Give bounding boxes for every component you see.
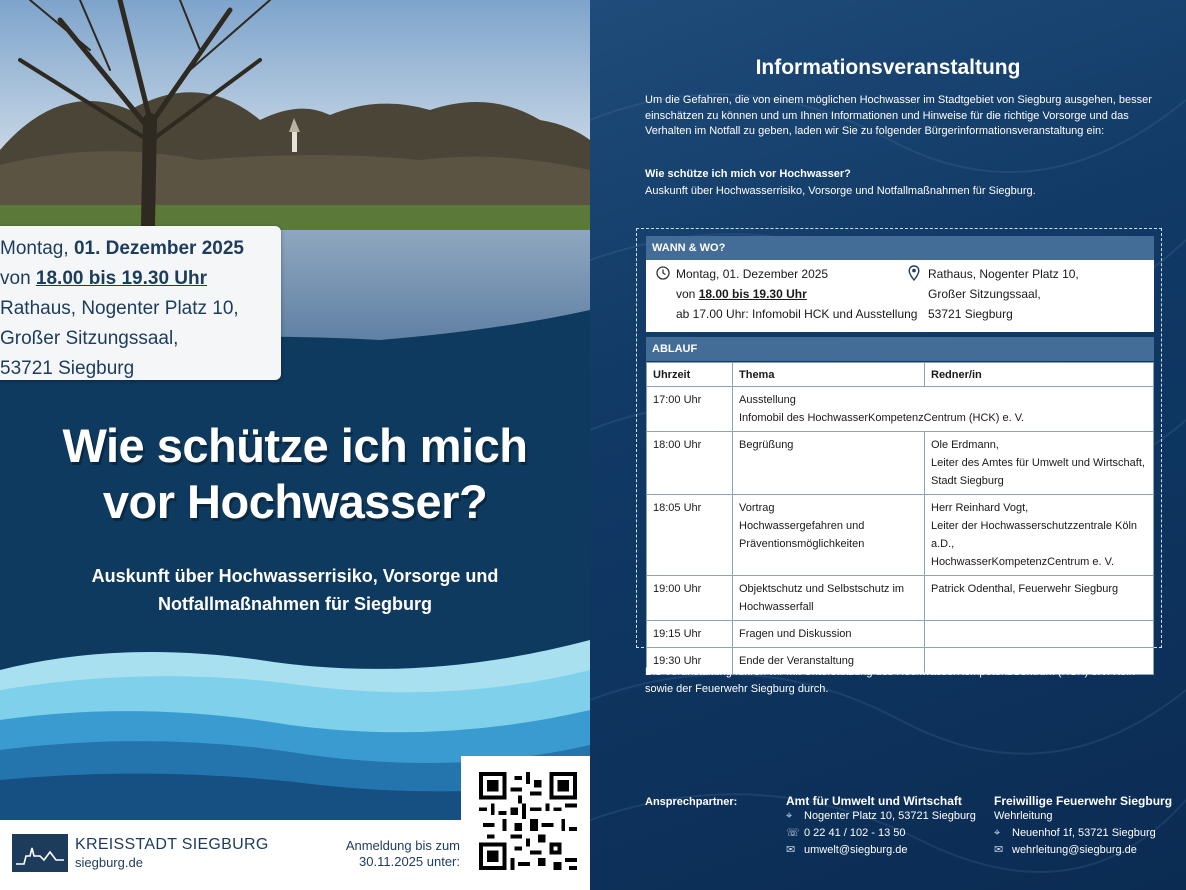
cell-speaker: [925, 432, 1154, 495]
cell-time: 19:15 Uhr: [647, 621, 733, 648]
topic-line: Hochwasserfall: [739, 601, 814, 613]
poster-title-line2: vor Hochwasser?: [102, 475, 488, 528]
event-time: 18.00 bis 19.30 Uhr: [35, 268, 208, 289]
speaker-line: Stadt Siegburg: [931, 475, 1004, 487]
schedule-header: ABLAUF: [646, 337, 1154, 361]
column-header-speaker: Redner/in: [925, 363, 1154, 387]
mail-icon: ✉: [994, 844, 1004, 856]
signup-line1: Anmeldung bis zum: [345, 838, 460, 853]
topic-line: Infomobil des HochwasserKompetenzCentrum (HCK) e. V.: [739, 412, 1025, 424]
speaker-line: Patrick Odenthal, Feuerwehr Siegburg: [931, 583, 1119, 595]
contact2-address: Neuenhof 1f, 53721 Siegburg: [1012, 827, 1156, 839]
phone-icon: ☏: [786, 827, 800, 839]
table-row: [647, 621, 1154, 648]
table-row: [647, 576, 1154, 621]
when-time: 18.00 bis 19.30 Uhr: [698, 287, 807, 301]
poster-subtitle-line2: Notfallmaßnahmen für Siegburg: [157, 594, 433, 614]
question-title: Wie schütze ich mich vor Hochwasser?: [645, 168, 851, 180]
info-title: Informationsveranstaltung: [755, 56, 1021, 79]
question-subtitle: Auskunft über Hochwasserrisiko, Vorsorge und Notfallmaßnahmen für Siegburg.: [645, 185, 1036, 197]
cell-speaker: [925, 576, 1154, 621]
speaker-line: Ole Erdmann,: [931, 439, 999, 451]
speaker-line: HochwasserKompetenzCentrum e. V.: [931, 556, 1115, 568]
topic-line: Ende der Veranstaltung: [739, 655, 854, 667]
contact-fire-department: [994, 794, 1172, 859]
date-prefix: Montag,: [0, 238, 74, 259]
where-line2: Großer Sitzungssaal,: [928, 287, 1041, 301]
poster-subtitle-line1: Auskunft über Hochwasserrisiko, Vorsorge und: [91, 566, 499, 586]
topic-line: Vortrag: [739, 502, 775, 514]
contact1-title: Amt für Umwelt und Wirtschaft: [786, 794, 962, 808]
schedule-rows: [647, 387, 1154, 675]
cell-time: 19:30 Uhr: [647, 648, 733, 675]
event-address-line2: Großer Sitzungssaal,: [0, 328, 179, 349]
contact-environment-office: [786, 794, 976, 859]
info-intro-text: Um die Gefahren, die von einem möglichen Hochwasser im Stadtgebiet von Siegburg ausgehen, besser einschätzen zu können und um Ihnen Informationen und Hinweise für die richtige Vorsorge und das Verhalten im Notfall zu geben, laden wir Sie zu folgender Bürgerinformationsveranstaltung ein:: [645, 94, 1152, 137]
cell-time: 17:00 Uhr: [647, 387, 733, 432]
map-pin-icon: [908, 265, 920, 281]
cell-topic: [733, 495, 925, 576]
cell-time: 18:00 Uhr: [647, 432, 733, 495]
topic-line: Fragen und Diskussion: [739, 628, 852, 640]
schedule-header-row: [647, 363, 1154, 387]
speaker-line: Leiter des Amtes für Umwelt und Wirtschaft,: [931, 457, 1145, 469]
when-extra: ab 17.00 Uhr: Infomobil HCK und Ausstellung: [676, 307, 918, 321]
city-url-link[interactable]: siegburg.de: [75, 855, 143, 870]
cell-speaker: [925, 621, 1154, 648]
event-address-line1: Rathaus, Nogenter Platz 10,: [0, 298, 239, 319]
speaker-line: Herr Reinhard Vogt,: [931, 502, 1029, 514]
table-row: [647, 387, 1154, 432]
table-row: [647, 432, 1154, 495]
cell-topic: [733, 576, 925, 621]
column-header-topic: Thema: [733, 363, 925, 387]
topic-line: Ausstellung: [739, 394, 796, 406]
when-where-header: WANN & WO?: [646, 236, 1154, 260]
flyer-info-page: [590, 0, 1186, 890]
table-row: [647, 495, 1154, 576]
contact2-email[interactable]: wehrleitung@siegburg.de: [1012, 844, 1137, 856]
poster-title-line1: Wie schütze ich mich: [62, 419, 528, 472]
signup-note: [330, 838, 460, 870]
contact1-address: Nogenter Platz 10, 53721 Siegburg: [804, 810, 976, 822]
speaker-line: Leiter der Hochwasserschutzzentrale Köln a.D.,: [931, 520, 1138, 550]
topic-line: Hochwassergefahren und: [739, 520, 865, 532]
contact2-subtitle: Wehrleitung: [994, 810, 1053, 822]
column-header-time: Uhrzeit: [647, 363, 733, 387]
contact1-email[interactable]: umwelt@siegburg.de: [804, 844, 908, 856]
topic-line: Objektschutz und Selbstschutz im: [739, 583, 905, 595]
cell-time: 18:05 Uhr: [647, 495, 733, 576]
cell-time: 19:00 Uhr: [647, 576, 733, 621]
poster-subtitle: [0, 562, 590, 618]
when-details: [676, 264, 917, 324]
clock-icon: [656, 266, 670, 280]
topic-line: Präventionsmöglichkeiten: [739, 538, 865, 550]
signup-line2: 30.11.2025 unter:: [359, 854, 460, 869]
when-time-prefix: von: [676, 287, 699, 301]
event-date-box: [0, 226, 281, 380]
schedule-table: [646, 362, 1154, 675]
where-line3: 53721 Siegburg: [928, 307, 1013, 321]
when-where-box: [646, 260, 1154, 332]
contact2-title: Freiwillige Feuerwehr Siegburg: [994, 794, 1173, 808]
city-logo: [12, 834, 68, 872]
contact1-phone[interactable]: 0 22 41 / 102 - 13 50: [804, 827, 906, 839]
city-name: KREISSTADT SIEGBURG: [75, 836, 269, 853]
map-pin-icon: ⌖: [786, 810, 793, 822]
event-date: 01. Dezember 2025: [73, 238, 244, 259]
topic-line: Begrüßung: [739, 439, 794, 451]
where-line1: Rathaus, Nogenter Platz 10,: [928, 267, 1079, 281]
event-address-line3: 53721 Siegburg: [0, 358, 135, 379]
flyer-front-page: [0, 0, 590, 890]
cell-topic: [733, 432, 925, 495]
qr-code[interactable]: [479, 772, 577, 870]
when-date: Montag, 01. Dezember 2025: [676, 267, 829, 281]
cell-topic: [733, 387, 1154, 432]
map-pin-icon: ⌖: [994, 827, 1001, 839]
poster-title: [0, 418, 590, 530]
where-details: [928, 264, 1079, 324]
mail-icon: ✉: [786, 844, 796, 856]
support-footnote: Die Veranstaltung führen wir mit Unterstützung des HochwasserKompetenzCentrum (HCK) e.V. Köln sowie der Feuerwehr Siegburg durch.: [645, 666, 1135, 695]
cell-speaker: [925, 495, 1154, 576]
contact-label: Ansprechpartner:: [645, 796, 738, 808]
cell-topic: [733, 621, 925, 648]
time-prefix: von: [0, 268, 36, 289]
